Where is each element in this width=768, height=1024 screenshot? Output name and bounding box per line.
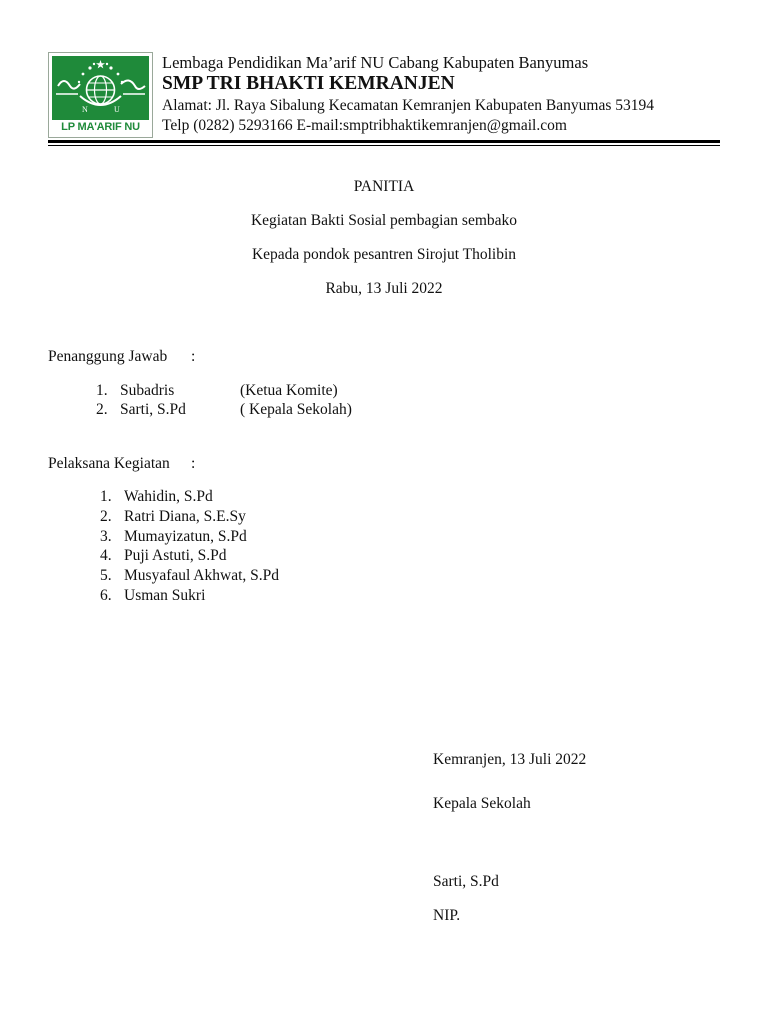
executor-number: 3. [100,528,112,545]
executor-name: Wahidin, S.Pd [124,488,213,505]
letterhead-divider-thick [48,140,720,143]
executor-number: 2. [100,508,112,525]
logo-letter-u: U [114,105,120,114]
logo-emblem [52,56,149,120]
signature-nip: NIP. [433,907,461,924]
activity-recipient: Kepada pondok pesantren Sirojut Tholibin [251,246,517,263]
institution-name: Lembaga Pendidikan Ma’arif NU Cabang Kabupaten Banyumas [162,53,589,72]
document-heading: PANITIA [353,178,415,195]
signature-position: Kepala Sekolah [433,795,531,812]
logo-caption: LP MA'ARIF NU [61,121,140,133]
signature-place-date: Kemranjen, 13 Juli 2022 [433,751,587,768]
letterhead-divider-thin [48,145,720,146]
responsible-role: (Ketua Komite) [240,382,338,399]
executor-name: Puji Astuti, S.Pd [124,547,227,564]
signature-name: Sarti, S.Pd [433,873,499,890]
responsible-number: 1. [96,382,108,399]
logo-letter-n: N [82,105,88,114]
nu-globe-icon [52,56,149,120]
executor-name: Ratri Diana, S.E.Sy [124,508,246,525]
school-address: Alamat: Jl. Raya Sibalung Kecamatan Kemranjen Kabupaten Banyumas 53194 [162,97,654,114]
responsible-role: ( Kepala Sekolah) [240,401,352,418]
responsible-name: Sarti, S.Pd [120,401,186,418]
school-name: SMP TRI BHAKTI KEMRANJEN [162,73,455,94]
responsible-label: Penanggung Jawab [48,348,168,365]
executor-name: Musyafaul Akhwat, S.Pd [124,567,279,584]
lp-maarif-nu-logo [48,52,153,138]
executor-name: Usman Sukri [124,587,206,604]
executor-name: Mumayizatun, S.Pd [124,528,247,545]
activity-date: Rabu, 13 Juli 2022 [325,280,443,297]
executor-number: 5. [100,567,112,584]
school-contact: Telp (0282) 5293166 E-mail:smptribhaktikemranjen@gmail.com [162,117,567,134]
responsible-number: 2. [96,401,108,418]
executors-colon: : [191,455,196,472]
executor-number: 6. [100,587,112,604]
executors-label: Pelaksana Kegiatan [48,455,170,472]
activity-title: Kegiatan Bakti Sosial pembagian sembako [250,212,518,229]
responsible-name: Subadris [120,382,175,399]
responsible-colon: : [191,348,196,365]
executor-number: 4. [100,547,112,564]
executor-number: 1. [100,488,112,505]
